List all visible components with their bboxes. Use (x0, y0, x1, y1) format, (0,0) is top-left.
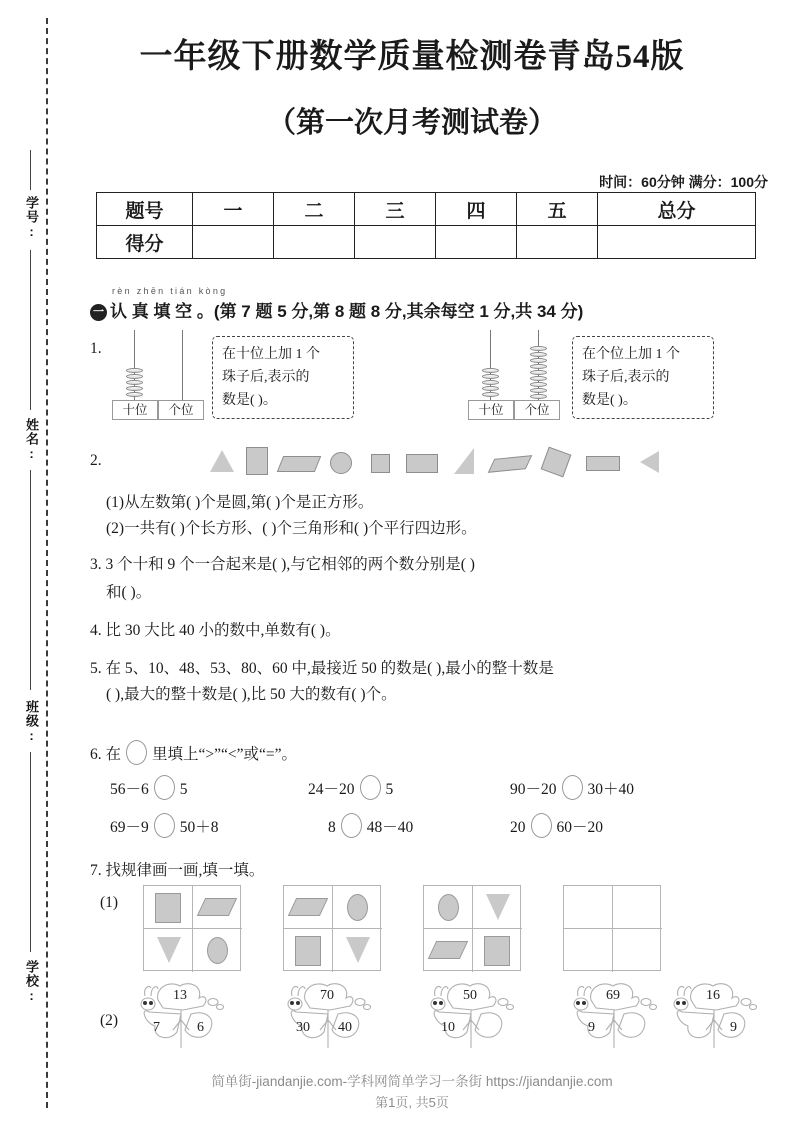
table-row (97, 193, 756, 226)
abacus-bead (126, 374, 143, 379)
grid-cell (473, 886, 522, 929)
expr-right: 50＋8 (179, 819, 219, 836)
score-table-header-2: 二 (274, 193, 355, 226)
butterfly-top-value: 69 (606, 988, 620, 1003)
shape-ellipse (347, 894, 368, 921)
abacus-bead (126, 380, 143, 385)
butterfly-left-value: 9 (588, 1020, 595, 1035)
callout-line: 数是( )。 (222, 393, 277, 408)
margin-rule (30, 150, 31, 190)
margin-label-class: 班级: (24, 700, 39, 744)
grid-cell (193, 886, 242, 929)
section-points: (第 7 题 5 分,第 8 题 8 分,其余每空 1 分,共 34 分) (213, 302, 584, 321)
q1-callout-left (212, 336, 354, 419)
margin-label-school: 学校: (24, 960, 39, 1004)
grid-cell (333, 929, 382, 972)
callout-line: 在十位上加 1 个 (222, 347, 320, 362)
q2-line2: (2)一共有( )个长方形、( )个三角形和( )个平行四边形。 (106, 520, 477, 537)
table-row (97, 226, 756, 259)
abacus-bead (482, 386, 499, 391)
score-cell-4[interactable] (436, 226, 517, 259)
grid-cell (284, 929, 333, 972)
expr-right: 30＋40 (587, 781, 635, 798)
shape-triangle (346, 937, 370, 963)
callout-line: 珠子后,表示的 (222, 370, 310, 385)
shape-triangle (210, 450, 234, 472)
shape-wide-rectangle (586, 456, 620, 471)
expr-left: 56－6 (110, 781, 149, 798)
q1-number: 1. (90, 340, 102, 357)
compare-circle[interactable] (360, 775, 381, 800)
q2-shape-row (200, 446, 700, 476)
q4-line1: 4. 比 30 大比 40 小的数中,单数有( )。 (90, 622, 341, 639)
score-table-header-1: 一 (193, 193, 274, 226)
score-table-header-total: 总分 (598, 193, 756, 226)
score-cell-3[interactable] (355, 226, 436, 259)
q6-prompt-after: 里填上“>”“<”或“=”。 (152, 746, 298, 763)
q7-label-1: (1) (100, 894, 119, 911)
abacus-right (468, 330, 564, 422)
expr-right: 5 (179, 781, 188, 798)
shape-triangle (157, 937, 181, 963)
expr-left: 90－20 (510, 781, 557, 798)
shape-triangle (486, 894, 510, 920)
q3-line1: 3. 3 个十和 9 个一合起来是( ),与它相邻的两个数分别是( ) (90, 556, 475, 573)
shape-rect (295, 936, 321, 966)
abacus-label-tens: 十位 (112, 400, 158, 420)
score-cell-total[interactable] (598, 226, 756, 259)
margin-label-student-id: 学号: (24, 196, 39, 240)
shape-rectangle (406, 454, 438, 473)
shape-parallelogram (428, 941, 468, 959)
grid-cell (193, 929, 242, 972)
butterfly-3 (415, 978, 535, 1050)
footer-page-number: 第1页, 共5页 (375, 1095, 449, 1110)
q6-row1-item3 (510, 775, 634, 803)
q2-number: 2. (90, 452, 102, 469)
q6-prompt (90, 740, 297, 768)
score-cell-5[interactable] (517, 226, 598, 259)
shape-ellipse (438, 894, 459, 921)
q6-row1-item1 (110, 775, 188, 803)
abacus-bead (126, 392, 143, 397)
score-cell-1[interactable] (193, 226, 274, 259)
shape-rect (155, 893, 181, 923)
score-table-header-5: 五 (517, 193, 598, 226)
q2-line1: (1)从左数第( )个是圆,第( )个是正方形。 (106, 494, 374, 511)
abacus-left (112, 330, 208, 422)
expr-left: 69－9 (110, 819, 149, 836)
abacus-bead (482, 392, 499, 397)
compare-circle[interactable] (126, 740, 147, 765)
abacus-bead (482, 368, 499, 373)
expr-right: 60－20 (556, 819, 604, 836)
grid-cell[interactable] (613, 886, 662, 929)
page-subtitle: （第一次月考测试卷） (266, 107, 557, 139)
footer-watermark: 简单街-jiandanjie.com-学科网简单学习一条街 https://jiandanjie.com (211, 1074, 613, 1089)
butterfly-top-value: 16 (706, 988, 720, 1003)
margin-strip (0, 0, 62, 1122)
score-table-score-label: 得分 (97, 226, 193, 259)
shape-square (371, 454, 390, 473)
margin-rule (30, 470, 31, 690)
butterfly-top-value: 70 (320, 988, 334, 1003)
expr-right: 5 (385, 781, 394, 798)
pattern-grid-1 (143, 885, 241, 971)
grid-cell (144, 886, 193, 929)
q6-row2-item2 (328, 813, 413, 841)
margin-rule (30, 752, 31, 952)
expr-left: 24－20 (308, 781, 355, 798)
abacus-bead (126, 386, 143, 391)
margin-rule (30, 250, 31, 410)
abacus-bead (482, 374, 499, 379)
expr-left: 8 (328, 819, 336, 836)
score-table-header-label: 题号 (97, 193, 193, 226)
grid-cell (284, 886, 333, 929)
abacus-rod-ones (182, 330, 183, 400)
q6-row2-item1 (110, 813, 219, 841)
shape-tilted-square (541, 447, 572, 478)
q5-line2: ( ),最大的整十数是( ),比 50 大的数有( )个。 (106, 686, 397, 703)
abacus-label-tens: 十位 (468, 400, 514, 420)
q6-row2-item3 (510, 813, 603, 841)
abacus-bead (530, 352, 547, 357)
abacus-bead (530, 346, 547, 351)
butterfly-right-value: 6 (197, 1020, 204, 1035)
abacus-bead (530, 358, 547, 363)
butterfly-top-value: 13 (173, 988, 187, 1003)
shape-left-triangle (640, 451, 659, 473)
abacus-label-ones: 个位 (514, 400, 560, 420)
grid-cell (424, 886, 473, 929)
compare-circle[interactable] (154, 775, 175, 800)
q7-title: 7. 找规律画一画,填一填。 (90, 862, 265, 879)
butterfly-1 (125, 978, 245, 1050)
section-number-badge: 一 (90, 304, 107, 321)
exam-meta: 时间：60分钟 满分：100分 (599, 174, 768, 190)
grid-cell[interactable] (613, 929, 662, 972)
grid-cell (473, 929, 522, 972)
abacus-bead (530, 388, 547, 393)
score-table-header-3: 三 (355, 193, 436, 226)
callout-line: 数是( )。 (582, 393, 637, 408)
grid-cell (144, 929, 193, 972)
q7-label-2: (2) (100, 1012, 119, 1029)
butterfly-top-value: 50 (463, 988, 477, 1003)
shape-tall-rectangle (246, 447, 268, 475)
abacus-bead (530, 364, 547, 369)
butterfly-right-value: 9 (730, 1020, 737, 1035)
pattern-grid-3 (423, 885, 521, 971)
expr-left: 20 (510, 819, 526, 836)
score-table (96, 192, 756, 259)
shape-parallelogram (288, 898, 328, 916)
abacus-bead (530, 370, 547, 375)
q3-line2: 和( )。 (106, 584, 152, 601)
callout-line: 在个位上加 1 个 (582, 347, 680, 362)
expr-right: 48－40 (366, 819, 414, 836)
score-table-header-4: 四 (436, 193, 517, 226)
section-heading (90, 297, 583, 322)
section-pinyin: rèn zhēn tián kòng (112, 286, 228, 296)
grid-cell[interactable] (564, 929, 613, 972)
butterfly-5 (658, 978, 778, 1050)
abacus-bead (126, 368, 143, 373)
compare-circle[interactable] (531, 813, 552, 838)
compare-circle[interactable] (562, 775, 583, 800)
q6-prompt-before: 6. 在 (90, 746, 122, 763)
abacus-bead (530, 394, 547, 399)
abacus-bead (530, 376, 547, 381)
shape-parallelogram (197, 898, 237, 916)
shape-parallelogram (277, 456, 321, 472)
compare-circle[interactable] (341, 813, 362, 838)
dashed-fold-line (46, 18, 48, 1108)
q5-line1: 5. 在 5、10、48、53、80、60 中,最接近 50 的数是( ),最小的整十数是 (90, 660, 554, 677)
grid-cell (333, 886, 382, 929)
compare-circle[interactable] (154, 813, 175, 838)
butterfly-left-value: 7 (153, 1020, 160, 1035)
butterfly-left-value: 30 (296, 1020, 310, 1035)
abacus-label-ones: 个位 (158, 400, 204, 420)
q1-callout-right (572, 336, 714, 419)
abacus-bead (530, 382, 547, 387)
shape-right-triangle (454, 448, 474, 474)
section-title: 认 真 填 空 。 (110, 302, 214, 321)
shape-circle (330, 452, 352, 474)
butterfly-left-value: 10 (441, 1020, 455, 1035)
abacus-bead (482, 380, 499, 385)
pattern-grid-answer[interactable] (563, 885, 661, 971)
shape-flat-parallelogram (488, 455, 533, 473)
shape-rect (484, 936, 510, 966)
grid-cell (424, 929, 473, 972)
butterfly-2 (272, 978, 392, 1050)
butterfly-right-value: 40 (338, 1020, 352, 1035)
pattern-grid-2 (283, 885, 381, 971)
shape-ellipse (207, 937, 228, 964)
grid-cell[interactable] (564, 886, 613, 929)
page-title: 一年级下册数学质量检测卷青岛54版 (139, 39, 685, 75)
score-cell-2[interactable] (274, 226, 355, 259)
q6-row1-item2 (308, 775, 393, 803)
margin-label-name: 姓名: (24, 418, 39, 462)
callout-line: 珠子后,表示的 (582, 370, 670, 385)
